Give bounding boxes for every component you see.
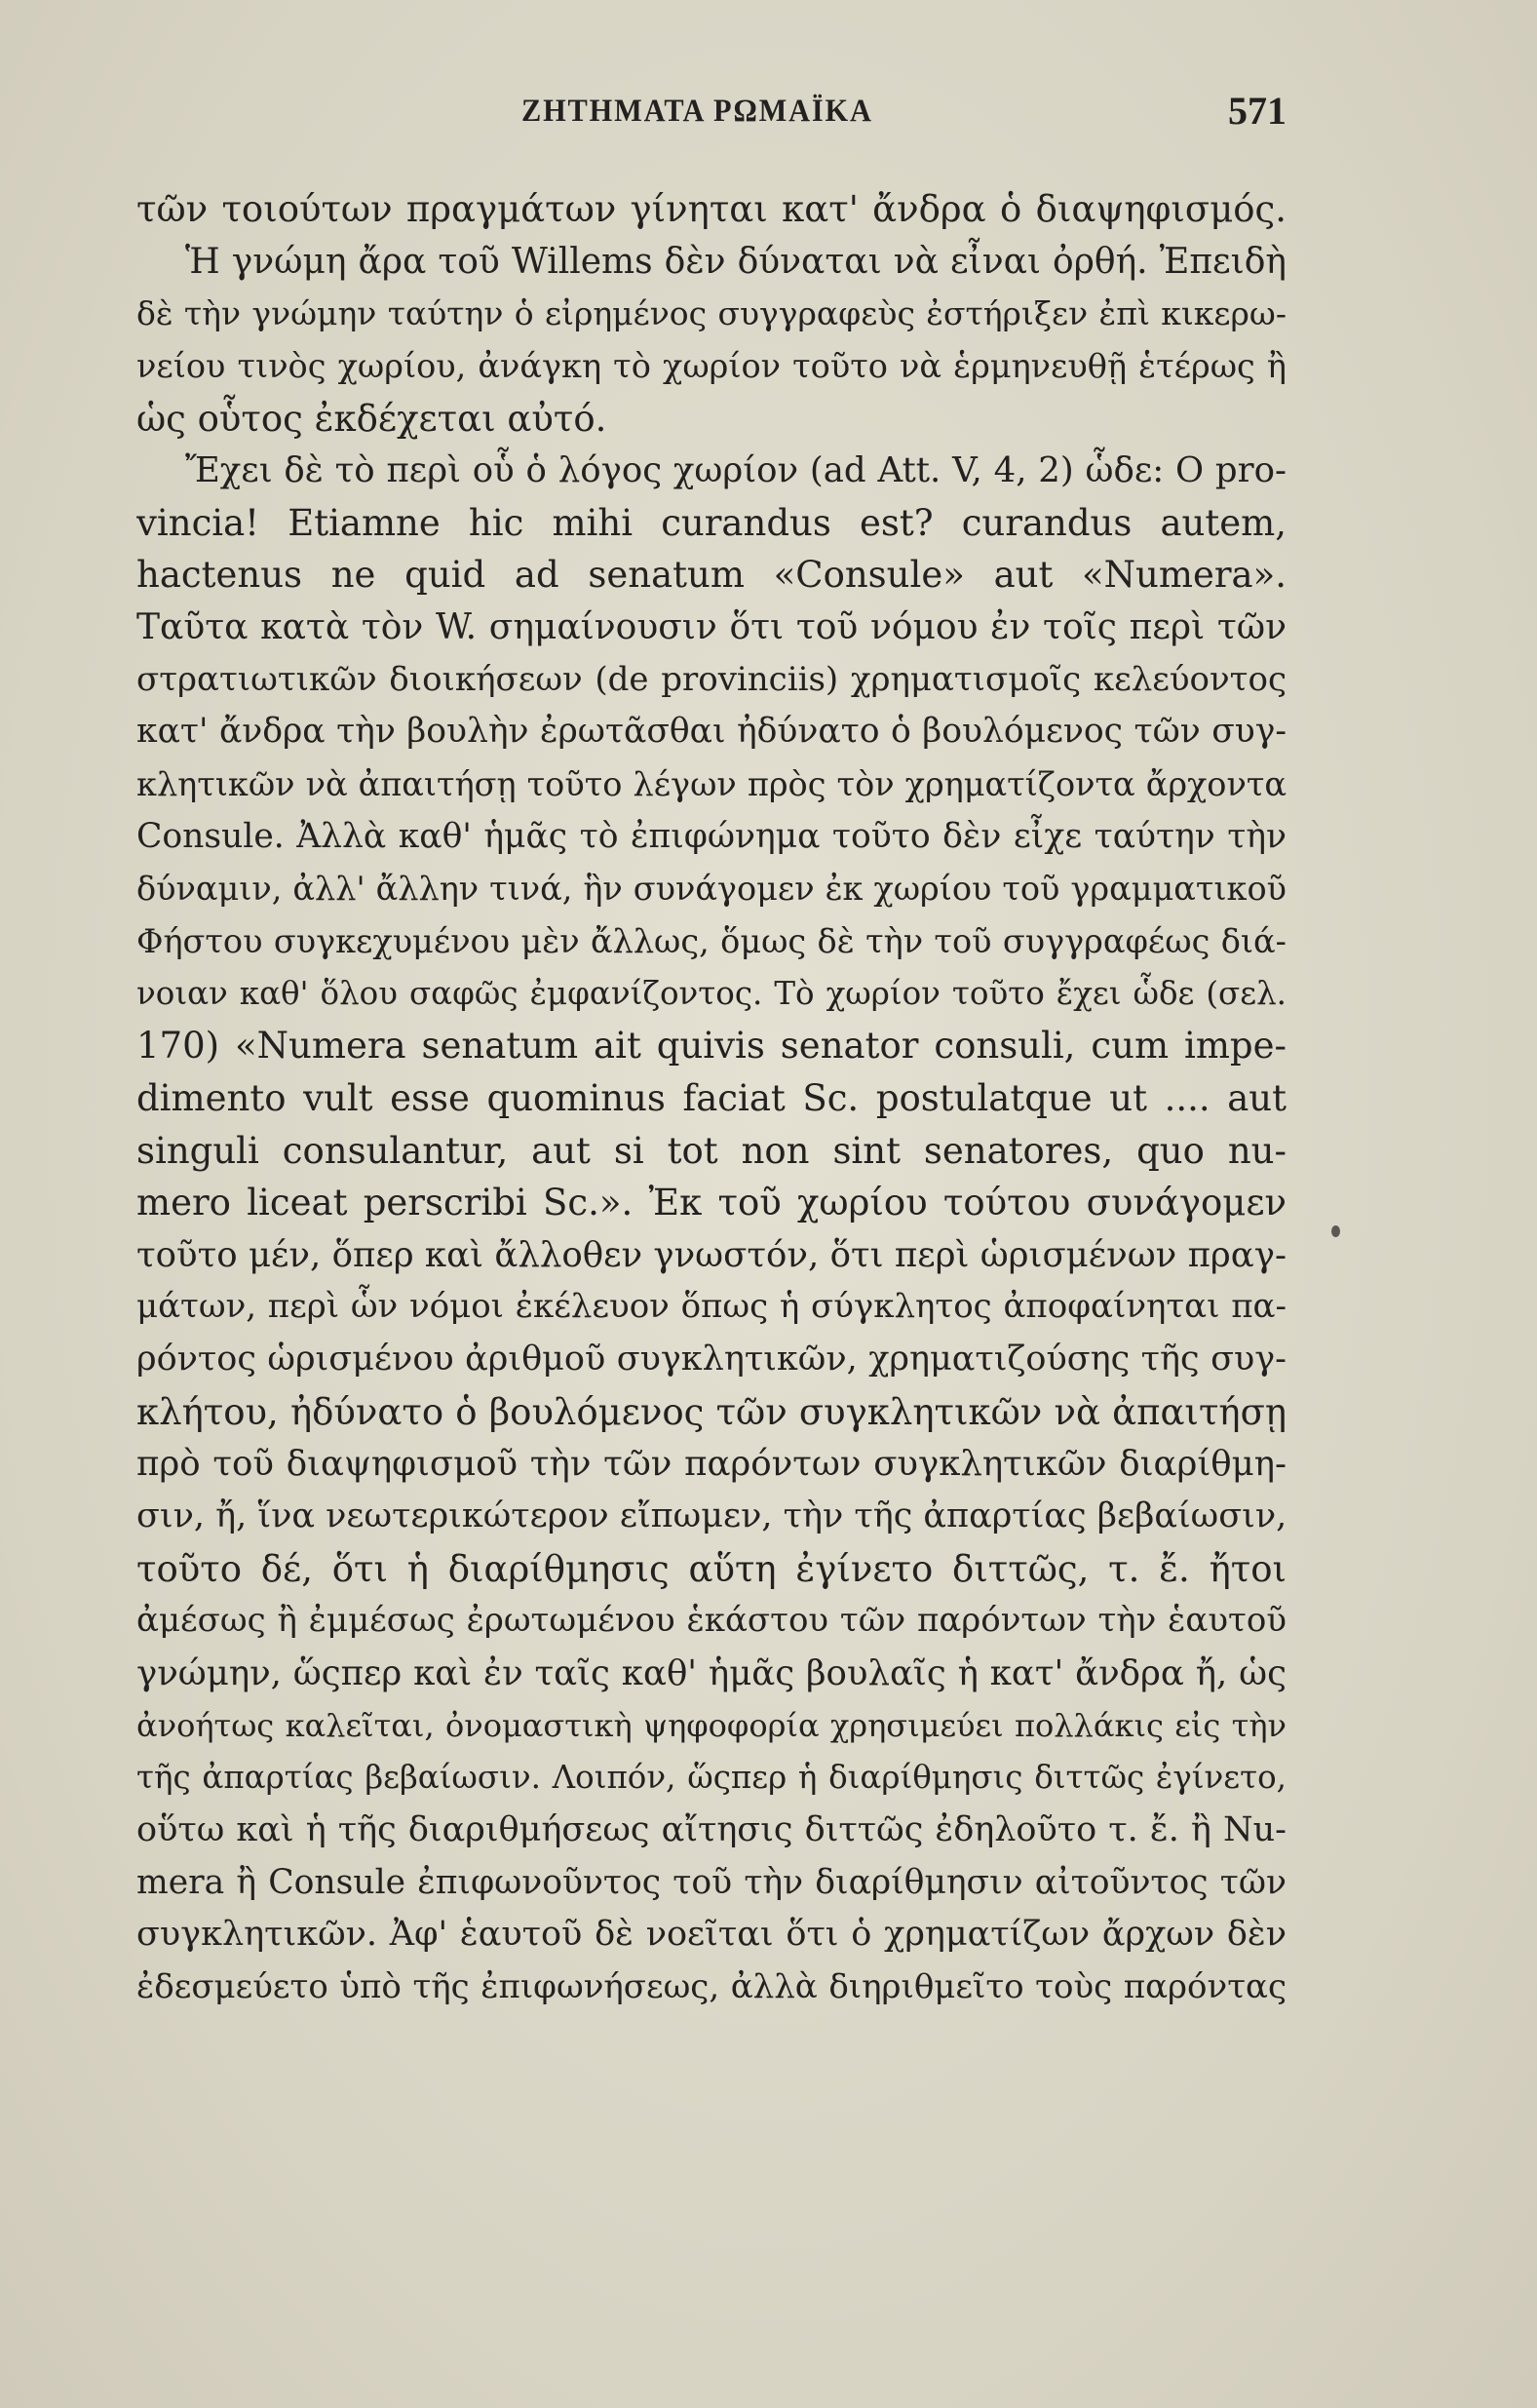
text-line: ἀνοήτως καλεῖται, ὀνομαστικὴ ψηφοφορία χρησιμεύει πολλάκις εἰς τὴν [136,1706,1287,1744]
text-line: νοιαν καθ' ὅλου σαφῶς ἐμφανίζοντος. Τὸ χωρίον τοῦτο ἔχει ὧδε (σελ. [136,974,1287,1012]
text-line: ἀμέσως ἢ ἐμμέσως ἐρωτωμένου ἑκάστου τῶν παρόντων τὴν ἑαυτοῦ [136,1601,1287,1641]
book-page [136,89,1287,2336]
text-line: μάτων, περὶ ὧν νόμοι ἐκέλευον ὅπως ἡ σύγκλητος ἀποφαίνηται πα- [136,1287,1287,1327]
text-line: ρόντος ὡρισμένου ἀριθμοῦ συγκλητικῶν, χρηματιζούσης τῆς συγ- [136,1340,1287,1379]
text-line: dimento vult esse quominus faciat Sc. postulatque ut .... aut [136,1076,1287,1119]
body-text [136,183,1287,2013]
text-line: στρατιωτικῶν διοικήσεων (de provinciis) χρηματισμοῖς κελεύοντος [136,659,1287,699]
text-line: νείου τινὸς χωρίου, ἀνάγκη τὸ χωρίον τοῦτο νὰ ἑρμηνευθῇ ἑτέρως ἢ [136,346,1287,385]
text-line: τῶν τοιούτων πραγμάτων γίνηται κατ' ἄνδρα ὁ διαψηφισμός. [136,188,1287,230]
text-line: Consule. Ἀλλὰ καθ' ἡμᾶς τὸ ἐπιφώνημα τοῦτο δὲν εἶχε ταύτην τὴν [136,816,1287,856]
text-line: κατ' ἄνδρα τὴν βουλὴν ἐρωτᾶσθαι ἠδύνατο ὁ βουλόμενος τῶν συγ- [136,712,1287,752]
text-line: τοῦτο μέν, ὅπερ καὶ ἄλλοθεν γνωστόν, ὅτι περὶ ὡρισμένων πραγ- [136,1234,1287,1275]
page-number: 571 [1228,89,1287,133]
text-line: Φήστου συγκεχυμένου μὲν ἄλλως, ὅμως δὲ τὴν τοῦ συγγραφέως διά- [136,921,1287,960]
text-line: κλητικῶν νὰ ἀπαιτήσῃ τοῦτο λέγων πρὸς τὸν χρηματίζοντα ἄρχοντα [136,765,1287,804]
text-line: τῆς ἀπαρτίας βεβαίωσιν. Λοιπόν, ὥςπερ ἡ διαρίθμησις διττῶς ἐγίνετο, [136,1759,1287,1797]
text-line: οὕτω καὶ ἡ τῆς διαριθμήσεως αἴτησις διττῶς ἐδηλοῦτο τ. ἔ. ἢ Nu- [136,1809,1287,1849]
text-line: γνώμην, ὥςπερ καὶ ἐν ταῖς καθ' ἡμᾶς βουλαῖς ἡ κατ' ἄνδρα ἤ, ὡς [136,1652,1287,1693]
text-line: τοῦτο δέ, ὅτι ἡ διαρίθμησις αὕτη ἐγίνετο διττῶς, τ. ἔ. ἤτοι [136,1547,1287,1590]
text-line: Ἡ γνώμη ἄρα τοῦ Willems δὲν δύναται νὰ εἶναι ὀρθή. Ἐπειδὴ [185,241,1287,282]
text-line: 170) «Numera senatum ait quivis senator consuli, cum impe- [136,1025,1287,1068]
text-line: ἐδεσμεύετο ὑπὸ τῆς ἐπιφωνήσεως, ἀλλὰ διηριθμεῖτο τοὺς παρόντας [136,1966,1287,2006]
text-line: hactenus ne quid ad senatum «Consule» aut «Numera». [136,554,1287,597]
text-line: συγκλητικῶν. Ἀφ' ἑαυτοῦ δὲ νοεῖται ὅτι ὁ χρηματίζων ἄρχων δὲν [136,1915,1287,1955]
text-line: δύναμιν, ἀλλ' ἄλλην τινά, ἣν συνάγομεν ἐκ χωρίου τοῦ γραμματικοῦ [136,870,1287,909]
text-line: vincia! Etiamne hic mihi curandus est? curandus autem, [136,501,1287,544]
text-line: Ἔχει δὲ τὸ περὶ οὗ ὁ λόγος χωρίον (ad Att. V, 4, 2) ὧδε: O pro- [185,450,1287,491]
running-head [136,89,1287,162]
text-line: singuli consulantur, aut si tot non sint senatores, quo nu- [136,1129,1287,1172]
text-line: σιν, ἤ, ἵνα νεωτερικώτερον εἴπωμεν, τὴν τῆς ἀπαρτίας βεβαίωσιν, [136,1496,1287,1536]
text-line: mera ἢ Consule ἐπιφωνοῦντος τοῦ τὴν διαρίθμησιν αἰτοῦντος τῶν [136,1862,1287,1902]
text-line: Ταῦτα κατὰ τὸν W. σημαίνουσιν ὅτι τοῦ νόμου ἐν τοῖς περὶ τῶν [136,607,1287,648]
text-line: ὡς οὗτος ἐκδέχεται αὐτό. [136,397,607,440]
text-line: δὲ τὴν γνώμην ταύτην ὁ εἰρημένος συγγραφεὺς ἐστήριξεν ἐπὶ κικερω- [136,294,1287,333]
text-line: πρὸ τοῦ διαψηφισμοῦ τὴν τῶν παρόντων συγκλητικῶν διαρίθμη- [136,1444,1287,1485]
text-line: κλήτου, ἠδύνατο ὁ βουλόμενος τῶν συγκλητικῶν νὰ ἀπαιτήσῃ [136,1390,1287,1433]
running-title: ΖΗΤΗΜΑΤΑ ΡΩΜΑΪΚΑ [521,94,873,129]
margin-ink-dot [1331,1225,1340,1237]
text-line: mero liceat perscribi Sc.». Ἐκ τοῦ χωρίου τούτου συνάγομεν [136,1182,1287,1224]
